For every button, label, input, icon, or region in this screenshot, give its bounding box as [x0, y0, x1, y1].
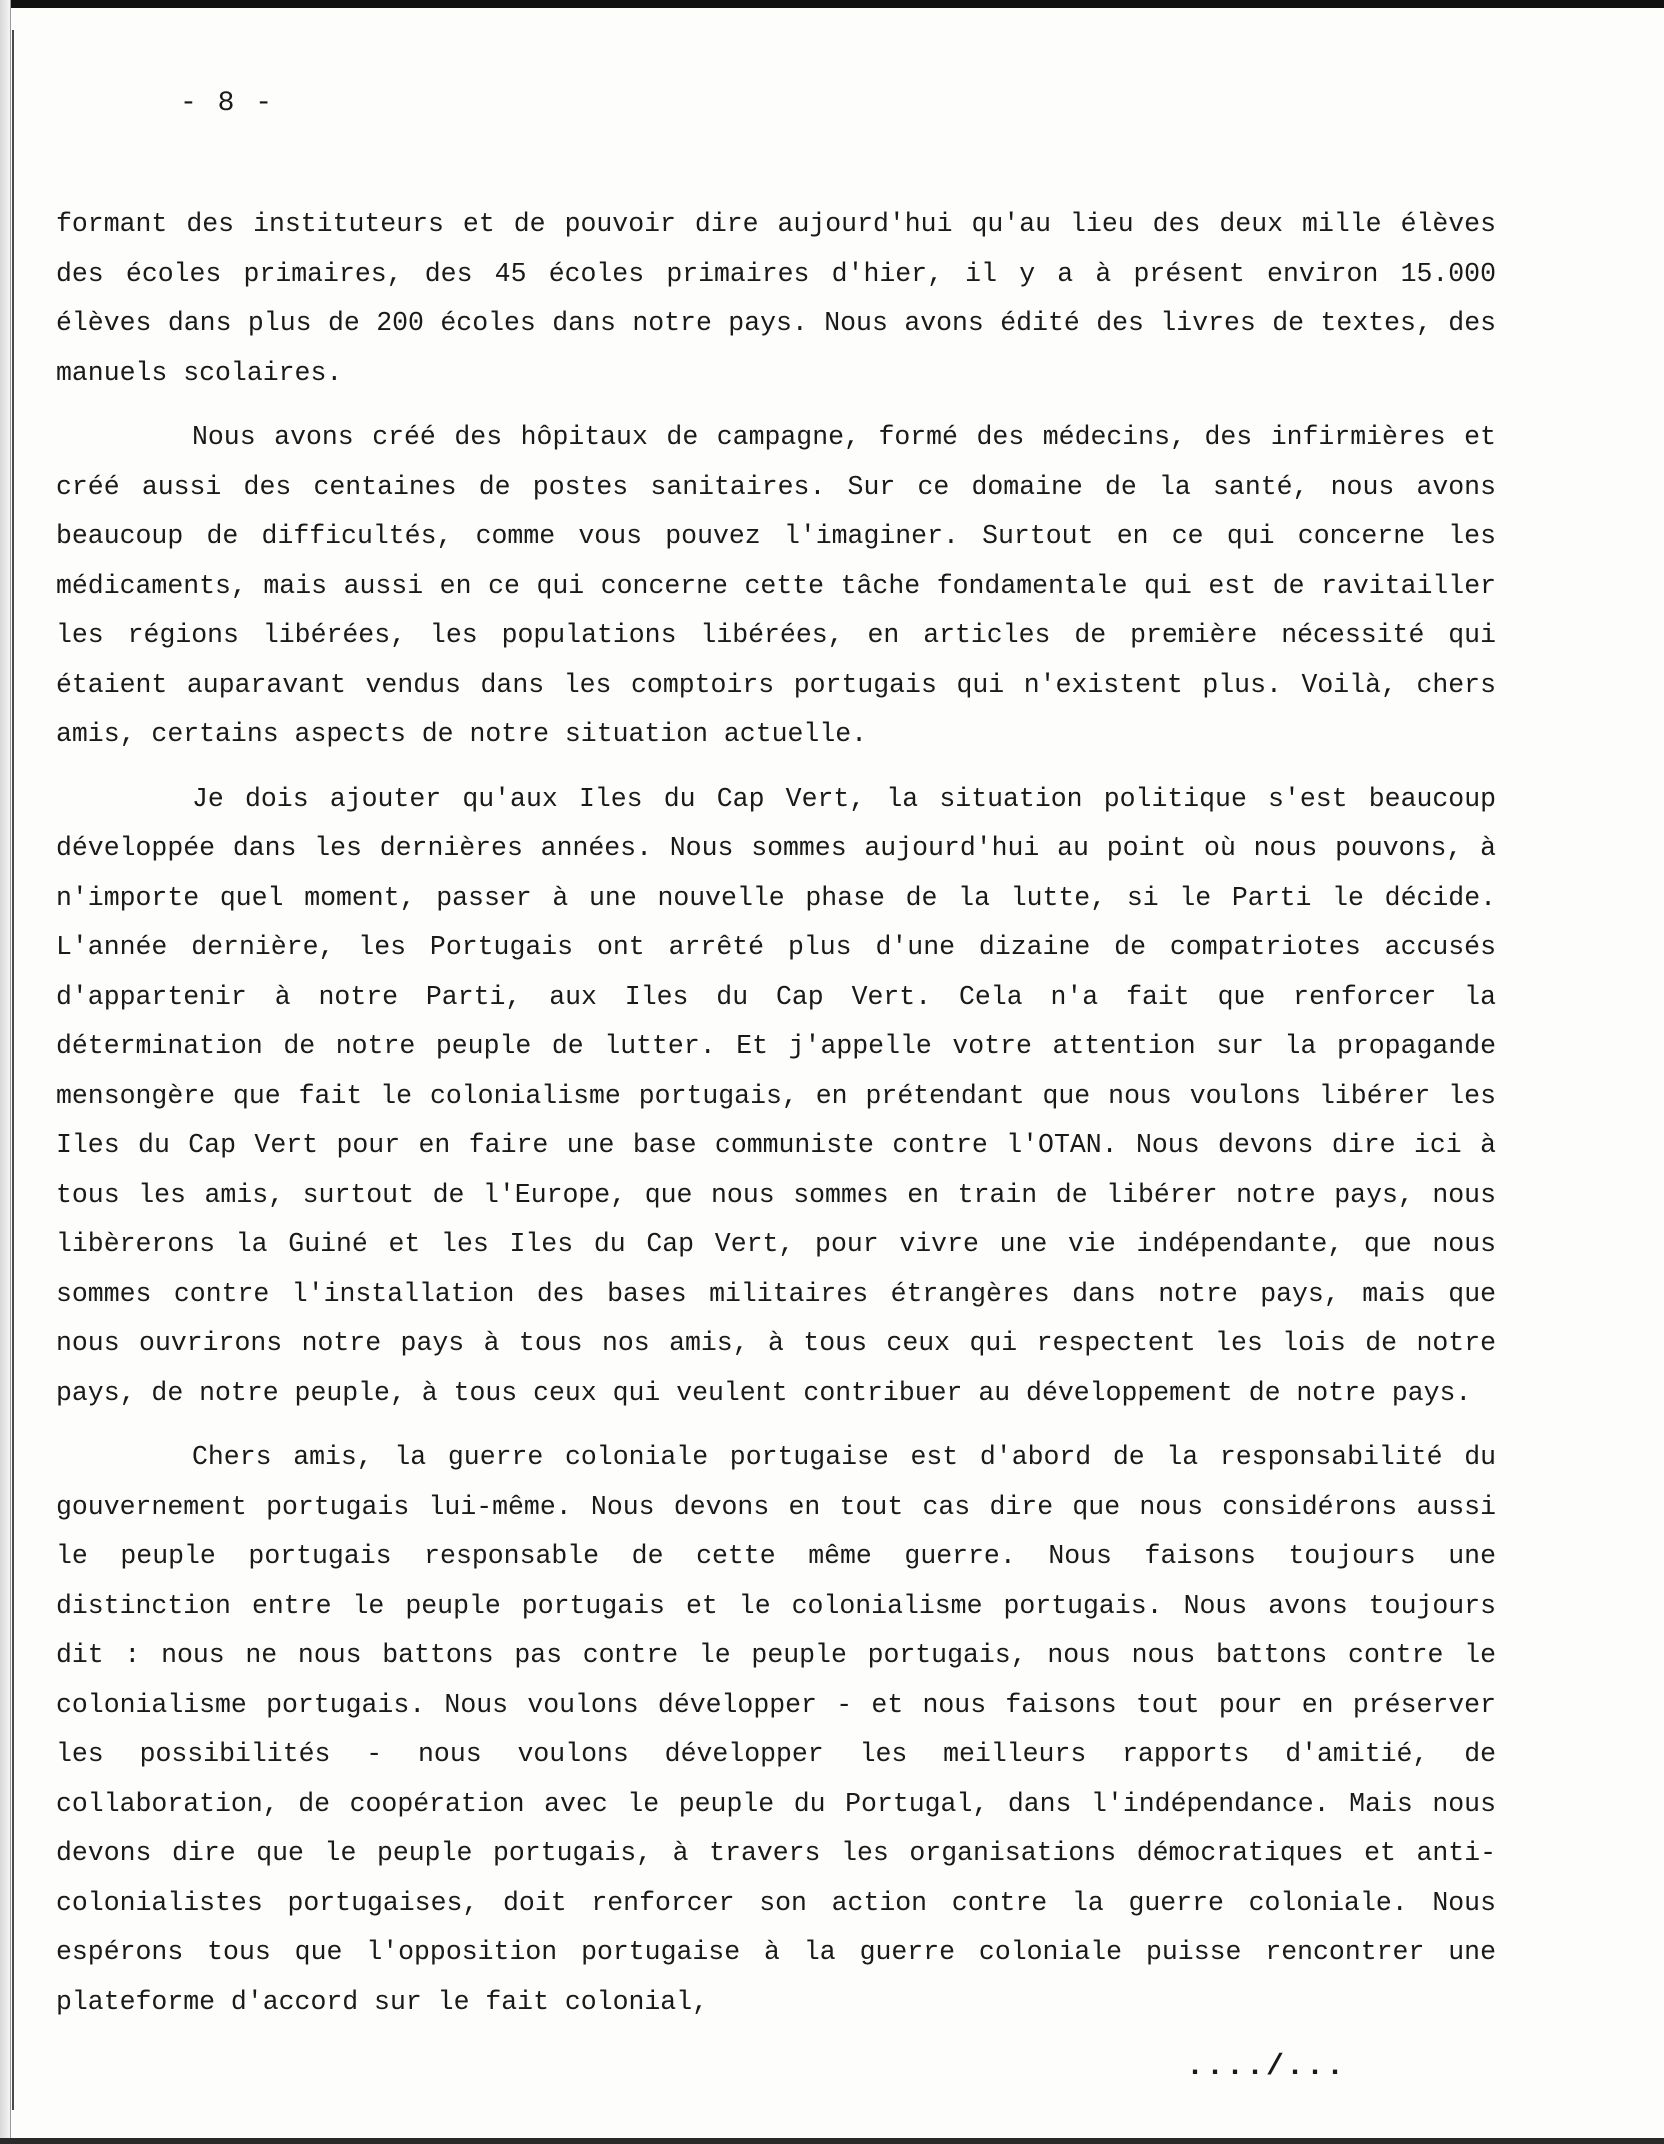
- scan-edge-left: [0, 0, 11, 2144]
- scan-binding-line: [12, 30, 14, 2110]
- scan-edge-bottom: [0, 2138, 1664, 2144]
- paragraph: Je dois ajouter qu'aux Iles du Cap Vert, la situation politique s'est beaucoup développée dans les dernières années. Nous sommes aujourd'hui au point où nous pouvons, à n'importe quel moment, passer à une nouvelle phase de la lutte, si le Parti le décide. L'année dernière, les Portugais ont arrêté plus d'une dizaine de compatriotes accusés d'appartenir à notre Parti, aux Iles du Cap Vert. Cela n'a fait que renforcer la détermination de notre peuple de lutter. Et j'appelle votre attention sur la propagande mensongère que fait le colonialisme portugais, en prétendant que nous voulons libérer les Iles du Cap Vert pour en faire une base communiste contre l'OTAN. Nous devons dire ici à tous les amis, surtout de l'Europe, que nous sommes en train de libérer notre pays, nous libèrerons la Guiné et les Iles du Cap Vert, pour vivre une vie indépendante, que nous sommes contre l'installation des bases militaires étrangères dans notre pays, mais que nous ouvrirons notre pays à tous nos amis, à tous ceux qui respectent les lois de notre pays, de notre peuple, à tous ceux qui veulent contribuer au développement de notre pays.: [56, 783, 1496, 1408]
- page-number: - 8 -: [180, 88, 275, 119]
- paragraph: formant des instituteurs et de pouvoir dire aujourd'hui qu'au lieu des deux mille élèves des écoles primaires, des 45 écoles primaires d'hier, il y a à présent environ 15.000 élèves dans plus de 200 écoles dans notre pays. Nous avons édité des livres de textes, des manuels scolaires.: [56, 209, 1496, 388]
- body-text: [56, 200, 1496, 2042]
- paragraph: Chers amis, la guerre coloniale portugaise est d'abord de la responsabilité du gouvernement portugais lui-même. Nous devons en tout cas dire que nous considérons aussi le peuple portugais responsable de cette même guerre. Nous faisons toujours une distinction entre le peuple portugais et le colonialisme portugais. Nous avons toujours dit : nous ne nous battons pas contre le peuple portugais, nous nous battons contre le colonialisme portugais. Nous voulons développer - et nous faisons tout pour en préserver les possibilités - nous voulons développer les meilleurs rapports d'amitié, de collaboration, de coopération avec le peuple du Portugal, dans l'indépendance. Mais nous devons dire que le peuple portugais, à travers les organisations démocratiques et anti-colonialistes portugaises, doit renforcer son action contre la guerre coloniale. Nous espérons tous que l'opposition portugaise à la guerre coloniale puisse rencontrer une plateforme d'accord sur le fait colonial,: [56, 1442, 1496, 2017]
- scan-edge-top: [0, 0, 1664, 8]
- continuation-mark: ..../...: [1186, 2050, 1347, 2084]
- paragraph: Nous avons créé des hôpitaux de campagne, formé des médecins, des infirmières et créé aussi des centaines de postes sanitaires. Sur ce domaine de la santé, nous avons beaucoup de difficultés, comme vous pouvez l'imaginer. Surtout en ce qui concerne les médicaments, mais aussi en ce qui concerne cette tâche fondamentale qui est de ravitailler les régions libérées, les populations libérées, en articles de première nécessité qui étaient auparavant vendus dans les comptoirs portugais qui n'existent plus. Voilà, chers amis, certains aspects de notre situation actuelle.: [56, 422, 1496, 749]
